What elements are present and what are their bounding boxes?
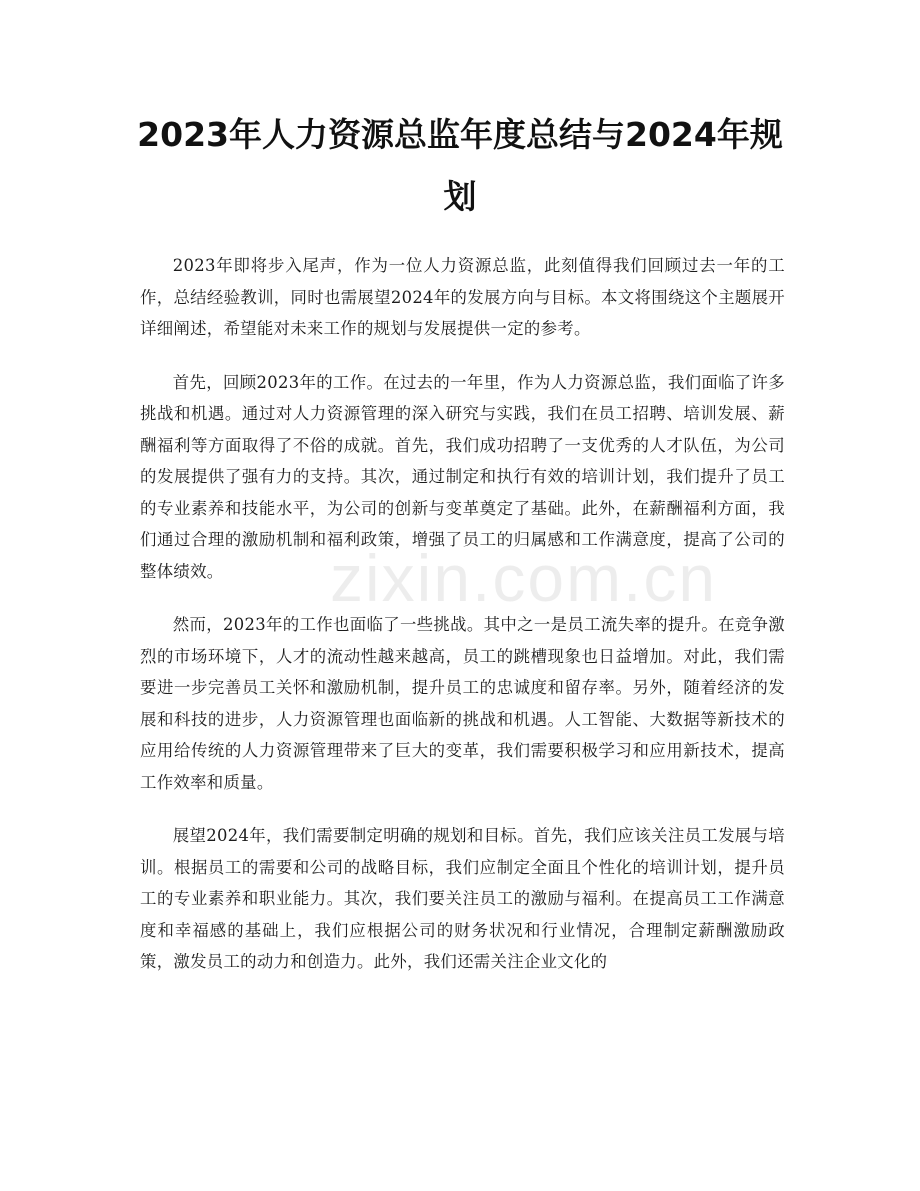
document-body	[140, 250, 785, 1000]
paragraph-outlook-2024: 展望2024年，我们需要制定明确的规划和目标。首先，我们应该关注员工发展与培训。根据员工的需要和公司的战略目标，我们应制定全面且个性化的培训计划，提升员工的专业素养和职业能力。其次，我们要关注员工的激励与福利。在提高员工工作满意度和幸福感的基础上，我们应根据公司的财务状况和行业情况，合理制定薪酬激励政策，激发员工的动力和创造力。此外，我们还需关注企业文化的	[140, 826, 785, 971]
paragraph-intro: 2023年即将步入尾声，作为一位人力资源总监，此刻值得我们回顾过去一年的工作，总结经验教训，同时也需展望2024年的发展方向与目标。本文将围绕这个主题展开详细阐述，希望能对未来工作的规划与发展提供一定的参考。	[140, 256, 785, 338]
document-title: 2023年人力资源总监年度总结与2024年规划	[137, 115, 783, 216]
paragraph-challenges: 然而，2023年的工作也面临了一些挑战。其中之一是员工流失率的提升。在竞争激烈的市场环境下，人才的流动性越来越高，员工的跳槽现象也日益增加。对此，我们需要进一步完善员工关怀和激励机制，提升员工的忠诚度和留存率。另外，随着经济的发展和科技的进步，人力资源管理也面临新的挑战和机遇。人工智能、大数据等新技术的应用给传统的人力资源管理带来了巨大的变革，我们需要积极学习和应用新技术，提高工作效率和质量。	[140, 615, 785, 792]
paragraph-review-2023: 首先，回顾2023年的工作。在过去的一年里，作为人力资源总监，我们面临了许多挑战和机遇。通过对人力资源管理的深入研究与实践，我们在员工招聘、培训发展、薪酬福利等方面取得了不俗的成就。首先，我们成功招聘了一支优秀的人才队伍，为公司的发展提供了强有力的支持。其次，通过制定和执行有效的培训计划，我们提升了员工的专业素养和技能水平，为公司的创新与变革奠定了基础。此外，在薪酬福利方面，我们通过合理的激励机制和福利政策，增强了员工的归属感和工作满意度，提高了公司的整体绩效。	[140, 372, 785, 581]
watermark-text: zixin.com.cn	[330, 541, 718, 615]
